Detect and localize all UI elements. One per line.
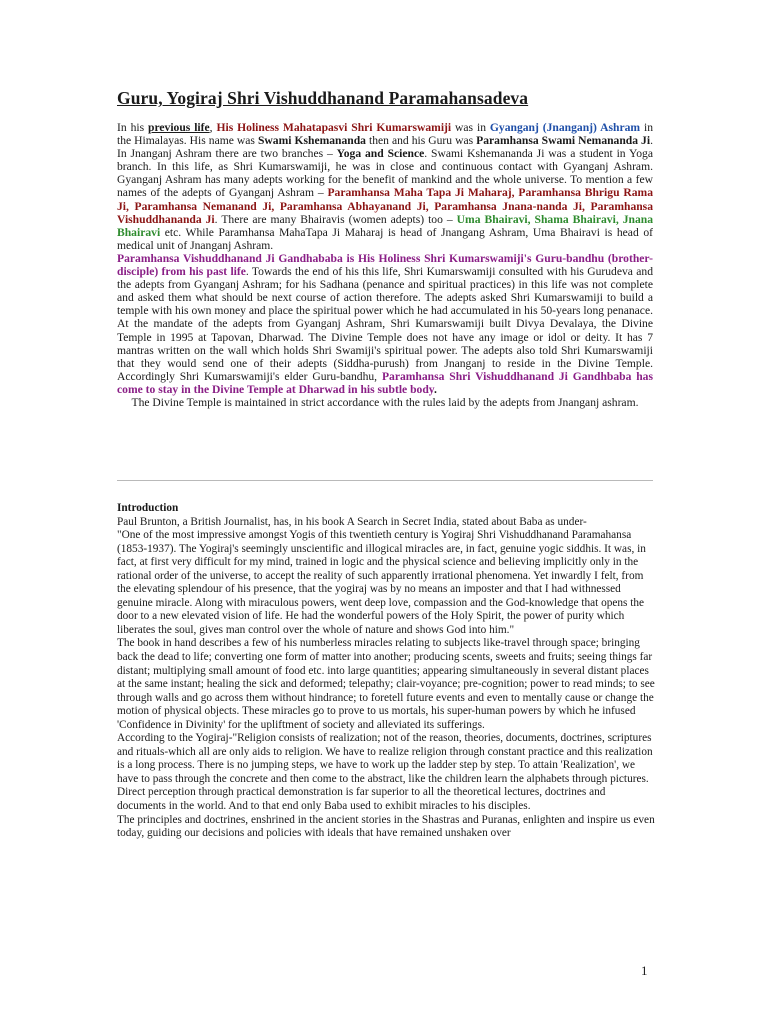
intro-paragraph: According to the Yogiraj-"Religion consists of realization; not of the reason, theories, documents, doctrines, scriptures and rituals-which all are only aids to religion. We have to realize religion through constant practice and this realization is a long process. There is no jumping steps, we have to work up the ladder step by step. To attain 'Realization', we have to pass through the concrete and then come to the abstract, like the children learn the alphabets through pictures. <box>117 732 653 785</box>
introduction-section <box>117 502 655 841</box>
intro-paragraph: The book in hand describes a few of his numberless miracles relating to subjects like-travel through space; bringing back the dead to life; converting one form of matter into another; producing scents, sweets and fruits; seeing things far distant; multiplying small amount of food etc. into large quantities; appearing simultaneously in several distant places at the same instant; healing the sick and deformed; telepathy; clair-voyance; pre-cognition; power to read minds; to see through walls and go across them without hindrance; to foretell future events and even to mentally cause or change the motion of physical objects. These miracles go to prove to us mortals, his super-human powers by which he infused 'Confidence in Divinity' for the upliftment of society and alleviated its sufferings. <box>117 637 655 731</box>
paragraph-temple-rules: The Divine Temple is maintained in strict accordance with the rules laid by the adepts from Jnanganj ashram. <box>131 395 639 409</box>
text-span: was in <box>451 121 490 134</box>
section-divider <box>117 480 653 481</box>
text-span: . Swami Kshemananda Ji was a student in Yoga branch. In this life, as Shri Kumarswamiji, he was in close and continuous contact with Gyanganj Ashram. Gyanganj Ashram has many adepts working for the benefit of mankind and the whole universe. To mention a few names of the adepts of Gyanganj Ashram – <box>117 147 653 200</box>
highlight-gandhbaba: Paramhansa Shri Vishuddhanand Ji Gandhbaba has come to stay in the Divine Temple at Dharwad in his subtle body <box>117 369 653 396</box>
intro-paragraph: Direct perception through practical demonstration is far superior to all the theoretical lectures, doctrines and documents in the world. And to that end only Baba used to exhibit miracles to his disciples. <box>117 786 606 813</box>
highlight-adepts: Paramhansa Maha Tapa Ji Maharaj, Paramhansa Bhrigu Rama Ji, Paramhansa Nemanand Ji, Paramhansa Abhayanand Ji, Paramhansa Jnana-nanda Ji, Paramhansa Vishuddhananda Ji <box>117 186 653 226</box>
bold-name: Swami Kshemananda <box>257 134 366 148</box>
highlight-name: His Holiness Mahatapasvi Shri Kumarswamiji <box>216 121 452 134</box>
text-span: . In Jnanganj Ashram there are two branches – <box>117 134 653 161</box>
highlight-bhairavis: Uma Bhairavi, Shama Bhairavi, Jnana Bhairavi <box>117 212 653 239</box>
intro-paragraph: "One of the most impressive amongst Yogis of this twentieth century is Yogiraj Shri Vishuddhanand Paramahansa (1853-1937). The Yogiraj's seemingly unscientific and illogical miracles are, in fact, genuine yogic siddhis. It was, in fact, at first very difficult for my mind, trained in logic and the physical science and believing implicitly only in the rational order of the universe, to accept the reality of such apparently irrational phenomena. Yet inwardly I felt, from the elevating splendour of his presence, that the yogiraj was by no means an imposter and that I had withnessed genuine miracle. Along with miraculous powers, went deep love, compassion and the God-knowledge that opens the door to a new elevated vision of life. He had the wonderful powers of the Holy Spirit, the power of purity which liberates the soul, gives man control over the whole of nature and shows God into him." <box>117 529 646 636</box>
article-body <box>117 121 653 409</box>
bold-term: Yoga and Science <box>336 147 425 161</box>
page-number: 1 <box>641 963 648 978</box>
text-span: etc. While Paramhansa MahaTapa Ji Maharaj is head of Jnangang Ashram, Uma Bhairavi is head of medical unit of Jnanganj Ashram. <box>117 225 653 252</box>
text-span: In his <box>117 121 148 134</box>
text-span: . <box>433 382 437 396</box>
text-span: in the Himalayas. His name was <box>117 121 654 148</box>
paragraph-divine-temple <box>117 252 653 396</box>
bold-name: Paramhansa Swami Nemananda Ji <box>476 134 651 148</box>
text-span: . There are many Bhairavis (women adepts) too – <box>214 212 457 226</box>
text-span: , <box>209 121 217 134</box>
text-span: . Towards the end of his this life, Shri Kumarswamiji consulted with his Gurudeva and the adepts from Gyanganj Ashram; for his Sadhana (penance and spiritual practices) in this life was not complete and asked them what should be next course of action therefore. The adepts asked Shri Kumarswamiji to build a temple with his own money and place the spiritual power which he had accumulated in his 50-years long penanace. At the mandate of the adepts from Gyanganj Ashram, Shri Kumarswamiji built Divya Devalaya, the Divine Temple in 1995 at Tapovan, Dharwad. The Divine Temple does not have any image or idol or deity. It has 7 mantras written on the wall which holds Shri Swamiji's spiritual power. The adepts also told Shri Kumarswamiji that they would send one of their adepts (Siddha-purush) from Jnanganj to reside in the Divine Temple. Accordingly Shri Kumarswamiji's elder Guru-bandhu, <box>117 265 653 383</box>
intro-paragraph: The principles and doctrines, enshrined in the ancient stories in the Shastras and Puranas, enlighten and inspire us even today, guiding our decisions and policies with ideals that have remained unshaken over <box>117 813 655 840</box>
previous-life-link-text: previous life <box>148 121 210 134</box>
paragraph-previous-life <box>117 121 653 252</box>
text-span: then and his Guru was <box>365 134 477 148</box>
highlight-guru-bandhu: Paramhansa Vishuddhanand Ji Gandhababa is His Holiness Shri Kumarswamiji's Guru-bandhu (brother-disciple) from his past life <box>117 251 653 279</box>
intro-paragraph: Paul Brunton, a British Journalist, has, in his book A Search in Secret India, stated about Baba as under- <box>117 515 587 528</box>
page-title: Guru, Yogiraj Shri Vishuddhanand Paramahansadeva <box>117 88 529 108</box>
highlight-place: Gyanganj (Jnanganj) Ashram <box>489 121 641 134</box>
introduction-heading: Introduction <box>117 502 179 514</box>
